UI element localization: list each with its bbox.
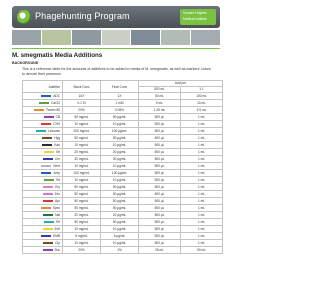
- add-1l-cell: 1 mL: [181, 163, 223, 170]
- additive-cell: [23, 198, 63, 205]
- add-500ml-cell: 500 μL: [139, 114, 181, 121]
- stock-conc-cell: 50 mg/mL: [63, 198, 101, 205]
- additive-name: Zeo: [54, 192, 60, 196]
- add-500ml-cell: 500 μL: [139, 184, 181, 191]
- stock-conc-cell: 50 mg/mL: [63, 219, 101, 226]
- table-row: [23, 205, 223, 212]
- additive-name: Lincomc: [48, 129, 60, 133]
- additive-name: CHX: [53, 122, 60, 126]
- additive-name: Tween-80: [46, 108, 60, 112]
- partner-line-2: Medical Institute: [183, 17, 207, 21]
- add-500ml-cell: 500 μL: [139, 240, 181, 247]
- description-text: This is a reference table for the amounts of additives to be added to media of M. smegmatis, as well as markers' colors to denote their presence.: [22, 67, 211, 76]
- additive-name: Kan: [54, 143, 60, 147]
- table-row: [23, 191, 223, 198]
- final-conc-cell: 50 μg/mL: [101, 219, 139, 226]
- additive-name: Ery: [55, 185, 60, 189]
- add-1l-cell: 1 mL: [181, 114, 223, 121]
- final-conc-cell: 20 μg/mL: [101, 149, 139, 156]
- hhmi-logo: [180, 9, 216, 25]
- table-row: [23, 198, 223, 205]
- final-conc-cell: 1 mM: [101, 100, 139, 107]
- final-conc-cell: 10 μg/mL: [101, 177, 139, 184]
- add-500ml-cell: 500 μL: [139, 170, 181, 177]
- final-conc-cell: 5 μg/mL: [101, 233, 139, 240]
- add-1l-cell: 2.5 mL: [181, 107, 223, 114]
- phage-logo-icon: [17, 10, 31, 24]
- col-header-1l: 1 L: [181, 87, 223, 93]
- marker-color-swatch: [43, 249, 53, 251]
- add-500ml-cell: 500 μL: [139, 142, 181, 149]
- marker-color-swatch: [42, 137, 52, 139]
- partner-line-1: Howard Hughes: [183, 11, 207, 15]
- final-conc-cell: 10 μg/mL: [101, 121, 139, 128]
- add-500ml-cell: 5 mL: [139, 100, 181, 107]
- stock-conc-cell: 10 mg/mL: [63, 121, 101, 128]
- add-500ml-cell: 1.25 mL: [139, 107, 181, 114]
- table-row: [23, 184, 223, 191]
- final-conc-cell: 10 μg/mL: [101, 142, 139, 149]
- marker-color-swatch: [43, 186, 53, 188]
- additive-cell: [23, 121, 63, 128]
- stock-conc-cell: 20 mg/mL: [63, 149, 101, 156]
- final-conc-cell: 10 μg/mL: [101, 163, 139, 170]
- stock-conc-cell: 5 mg/mL: [63, 233, 101, 240]
- table-row: [23, 93, 223, 100]
- add-500ml-cell: 500 μL: [139, 128, 181, 135]
- table-row: [23, 107, 223, 114]
- additions-table: [22, 80, 223, 254]
- marker-color-swatch: [44, 179, 54, 181]
- add-1l-cell: 1 mL: [181, 184, 223, 191]
- stock-conc-cell: 30 mg/mL: [63, 156, 101, 163]
- add-500ml-cell: 500 μL: [139, 163, 181, 170]
- table-row: [23, 156, 223, 163]
- additive-cell: [23, 247, 63, 254]
- additive-name: EMB: [53, 234, 60, 238]
- add-1l-cell: 1 mL: [181, 233, 223, 240]
- header-photo: [191, 30, 220, 45]
- additive-name: CB: [55, 115, 60, 119]
- additive-cell: [23, 219, 63, 226]
- table-row: [23, 212, 223, 219]
- final-conc-cell: 100 μg/mL: [101, 170, 139, 177]
- marker-color-swatch: [41, 95, 51, 97]
- add-500ml-cell: 500 μL: [139, 219, 181, 226]
- add-1l-cell: 1 mL: [181, 156, 223, 163]
- add-500ml-cell: 500 μL: [139, 177, 181, 184]
- table-row: [23, 177, 223, 184]
- additive-name: Str: [55, 150, 60, 154]
- final-conc-cell: 50 μg/mL: [101, 135, 139, 142]
- add-500ml-cell: 25 mL: [139, 247, 181, 254]
- marker-color-swatch: [41, 123, 51, 125]
- additive-name: Hyg: [54, 136, 60, 140]
- additive-name: Apr: [55, 199, 60, 203]
- additive-name: Cip: [55, 241, 60, 245]
- add-500ml-cell: 500 μL: [139, 135, 181, 142]
- stock-conc-cell: 50 mg/mL: [63, 135, 101, 142]
- final-conc-cell: 50 μg/mL: [101, 184, 139, 191]
- header-photo: [42, 30, 71, 45]
- final-conc-cell: 50 μg/mL: [101, 114, 139, 121]
- stock-conc-cell: 10 mg/mL: [63, 240, 101, 247]
- header-bar: [12, 6, 220, 28]
- add-1l-cell: 1 mL: [181, 219, 223, 226]
- add-1l-cell: 1 mL: [181, 226, 223, 233]
- final-conc-cell: 100 μg/mL: [101, 128, 139, 135]
- additive-name: Suc: [54, 248, 60, 252]
- additive-cell: [23, 191, 63, 198]
- add-1l-cell: 1 mL: [181, 205, 223, 212]
- additive-name: Gent: [53, 164, 60, 168]
- additive-name: Nal: [55, 213, 60, 217]
- add-500ml-cell: 500 μL: [139, 191, 181, 198]
- additive-cell: [23, 170, 63, 177]
- table-row: [23, 233, 223, 240]
- add-500ml-cell: 500 μL: [139, 212, 181, 219]
- stock-conc-cell: 50 mg/mL: [63, 184, 101, 191]
- table-row: [23, 240, 223, 247]
- table-row: [23, 121, 223, 128]
- stock-conc-cell: 50 mg/mL: [63, 114, 101, 121]
- col-header-stock: Stock Conc: [63, 81, 101, 93]
- table-row: [23, 142, 223, 149]
- additive-cell: [23, 100, 63, 107]
- add-1l-cell: 1 mL: [181, 121, 223, 128]
- additive-cell: [23, 233, 63, 240]
- marker-color-swatch: [41, 235, 51, 237]
- marker-color-swatch: [42, 144, 52, 146]
- add-1l-cell: 100 mL: [181, 93, 223, 100]
- header-photo: [161, 30, 190, 45]
- additive-cell: [23, 212, 63, 219]
- add-500ml-cell: 500 μL: [139, 149, 181, 156]
- marker-color-swatch: [34, 109, 44, 111]
- header-photo: [102, 30, 131, 45]
- section-heading: BACKGROUND: [12, 61, 39, 65]
- add-1l-cell: 1 mL: [181, 170, 223, 177]
- additive-name: Cm: [55, 157, 60, 161]
- add-1l-cell: 1 mL: [181, 198, 223, 205]
- add-1l-cell: 1 mL: [181, 128, 223, 135]
- header-photo: [131, 30, 160, 45]
- add-1l-cell: 1 mL: [181, 149, 223, 156]
- add-500ml-cell: 500 μL: [139, 121, 181, 128]
- table-row: [23, 219, 223, 226]
- stock-conc-cell: 20 mg/mL: [63, 212, 101, 219]
- additive-cell: [23, 114, 63, 121]
- table-row: [23, 128, 223, 135]
- stock-conc-cell: 10 mg/mL: [63, 226, 101, 233]
- additive-cell: [23, 184, 63, 191]
- stock-conc-cell: 20%: [63, 247, 101, 254]
- marker-color-swatch: [43, 200, 53, 202]
- add-1l-cell: 50 mL: [181, 247, 223, 254]
- additive-name: CaCl2: [51, 101, 60, 105]
- add-1l-cell: 10 mL: [181, 100, 223, 107]
- brand-title: Phagehunting Program: [35, 11, 130, 21]
- stock-conc-cell: 50 mg/mL: [63, 205, 101, 212]
- add-1l-cell: 1 mL: [181, 240, 223, 247]
- add-500ml-cell: 50 mL: [139, 93, 181, 100]
- additive-cell: [23, 93, 63, 100]
- additive-cell: [23, 163, 63, 170]
- add-1l-cell: 1 mL: [181, 191, 223, 198]
- marker-color-swatch: [44, 116, 54, 118]
- marker-color-swatch: [41, 207, 51, 209]
- add-500ml-cell: 500 μL: [139, 226, 181, 233]
- additive-cell: [23, 107, 63, 114]
- add-500ml-cell: 500 μL: [139, 156, 181, 163]
- additive-name: ADC: [53, 94, 60, 98]
- stock-conc-cell: 100 mg/mL: [63, 128, 101, 135]
- header-divider: [12, 48, 220, 49]
- final-conc-cell: 10 μg/mL: [101, 240, 139, 247]
- additive-cell: [23, 128, 63, 135]
- table-row: [23, 100, 223, 107]
- marker-color-swatch: [44, 221, 54, 223]
- additive-cell: [23, 240, 63, 247]
- add-500ml-cell: 500 μL: [139, 198, 181, 205]
- stock-conc-cell: 20%: [63, 107, 101, 114]
- additive-cell: [23, 156, 63, 163]
- table-row: [23, 149, 223, 156]
- col-header-500ml: 500 mL: [139, 87, 181, 93]
- additive-cell: [23, 142, 63, 149]
- final-conc-cell: 10 μg/mL: [101, 226, 139, 233]
- additive-name: Rif: [56, 220, 60, 224]
- marker-color-swatch: [41, 172, 51, 174]
- table-row: [23, 114, 223, 121]
- additive-name: Amp: [53, 171, 60, 175]
- page-title: M. smegmatis Media Additions: [12, 52, 103, 59]
- stock-conc-cell: 50 mg/mL: [63, 191, 101, 198]
- stock-conc-cell: 0.1 M: [63, 100, 101, 107]
- add-500ml-cell: 500 μL: [139, 233, 181, 240]
- final-conc-cell: 50 μg/mL: [101, 205, 139, 212]
- col-header-add-per: Add per: [139, 81, 223, 87]
- additive-cell: [23, 135, 63, 142]
- stock-conc-cell: 10 mg/mL: [63, 177, 101, 184]
- add-500ml-cell: 500 μL: [139, 205, 181, 212]
- col-header-final: Final Conc: [101, 81, 139, 93]
- stock-conc-cell: 100 mg/mL: [63, 170, 101, 177]
- photo-strip: [12, 30, 220, 45]
- additive-name: Spec: [52, 206, 60, 210]
- table-row: [23, 163, 223, 170]
- additive-name: INH: [54, 227, 60, 231]
- add-1l-cell: 1 mL: [181, 212, 223, 219]
- final-conc-cell: 30 μg/mL: [101, 156, 139, 163]
- additive-name: Tet: [55, 178, 60, 182]
- marker-color-swatch: [39, 102, 49, 104]
- stock-conc-cell: 10 mg/mL: [63, 142, 101, 149]
- final-conc-cell: 50 μg/mL: [101, 198, 139, 205]
- add-1l-cell: 1 mL: [181, 177, 223, 184]
- stock-conc-cell: 10 mg/mL: [63, 163, 101, 170]
- stock-conc-cell: 10X: [63, 93, 101, 100]
- final-conc-cell: 1X: [101, 93, 139, 100]
- table-row: [23, 170, 223, 177]
- add-1l-cell: 1 mL: [181, 135, 223, 142]
- final-conc-cell: 50 μg/mL: [101, 191, 139, 198]
- marker-color-swatch: [43, 228, 53, 230]
- marker-color-swatch: [43, 242, 53, 244]
- additive-cell: [23, 177, 63, 184]
- final-conc-cell: 0.05%: [101, 107, 139, 114]
- final-conc-cell: 1%: [101, 247, 139, 254]
- additive-cell: [23, 205, 63, 212]
- marker-color-swatch: [43, 214, 53, 216]
- additive-cell: [23, 226, 63, 233]
- add-1l-cell: 1 mL: [181, 142, 223, 149]
- marker-color-swatch: [44, 151, 54, 153]
- header-photo: [72, 30, 101, 45]
- marker-color-swatch: [41, 165, 51, 167]
- marker-color-swatch: [36, 130, 46, 132]
- table-row: [23, 135, 223, 142]
- header-photo: [12, 30, 41, 45]
- marker-color-swatch: [43, 193, 53, 195]
- table-row: [23, 226, 223, 233]
- col-header-additive: Additive: [23, 81, 63, 93]
- final-conc-cell: 20 μg/mL: [101, 212, 139, 219]
- table-row: [23, 247, 223, 254]
- marker-color-swatch: [43, 158, 53, 160]
- additive-cell: [23, 149, 63, 156]
